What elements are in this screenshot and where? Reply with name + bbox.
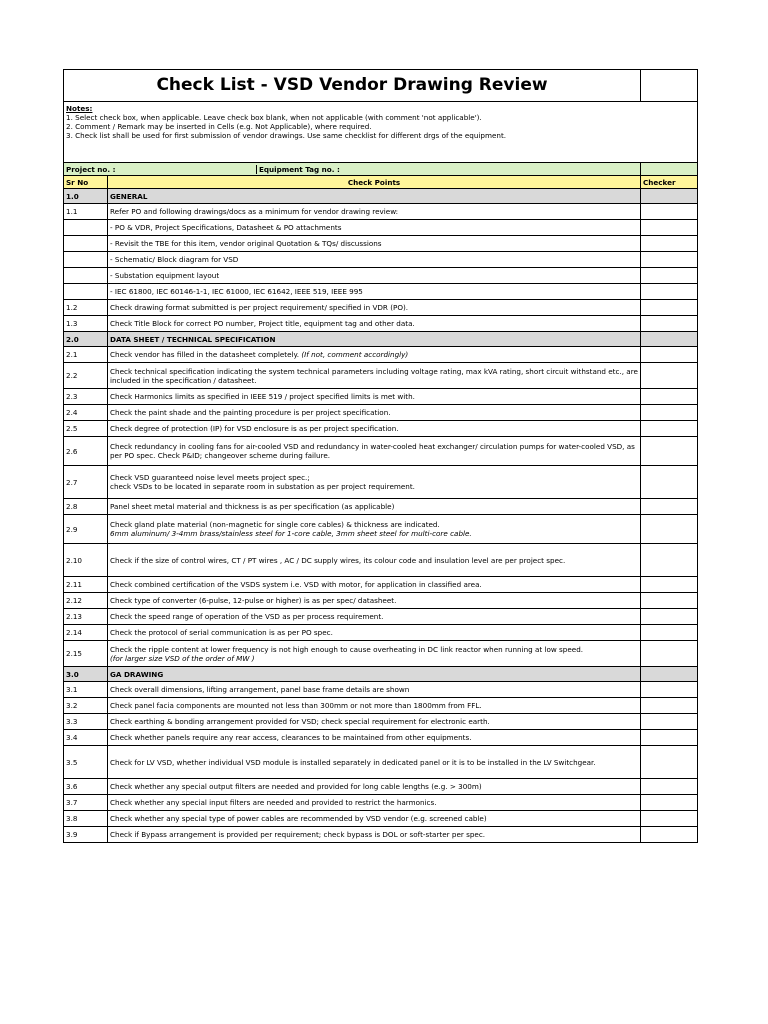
checker-cell[interactable] — [641, 236, 698, 252]
sr-no-cell: 3.8 — [64, 811, 108, 827]
checklist-table — [63, 69, 698, 843]
section-title — [108, 189, 641, 204]
checklist-row — [64, 389, 698, 405]
checker-cell[interactable] — [641, 220, 698, 236]
check-point-main-text: Check if the size of control wires, CT / PT wires , AC / DC supply wires, its colour code and insulation level are per project spec. — [110, 555, 566, 565]
section-row — [64, 332, 698, 347]
checker-cell[interactable] — [641, 499, 698, 515]
check-point-main-text: Check degree of protection (IP) for VSD enclosure is as per project specification. — [110, 424, 399, 433]
check-point-main-text: Check the speed range of operation of the VSD as per process requirement. — [110, 612, 384, 621]
checker-cell[interactable] — [641, 593, 698, 609]
header-row — [64, 176, 698, 189]
check-point-main-text: Check whether any special output filters are needed and provided for long cable lengths (e.g. > 300m) — [110, 782, 482, 791]
check-point-text — [108, 220, 641, 236]
checklist-row — [64, 284, 698, 300]
checklist-row — [64, 268, 698, 284]
sr-no-cell: 2.13 — [64, 609, 108, 625]
check-point-main-text: - Schematic/ Block diagram for VSD — [110, 255, 239, 264]
checklist-row — [64, 421, 698, 437]
checker-cell — [641, 332, 698, 347]
check-point-main-text: Check panel facia components are mounted not less than 300mm or not more than 1800mm from FFL. — [110, 701, 482, 710]
check-point-main-text: - IEC 61800, IEC 60146-1-1, IEC 61000, IEC 61642, IEEE 519, IEEE 995 — [110, 287, 363, 296]
check-point-text — [108, 300, 641, 316]
check-point-main-text: - PO & VDR, Project Specifications, Datasheet & PO attachments — [110, 223, 342, 232]
checker-cell[interactable] — [641, 363, 698, 389]
check-point-main-text: Check type of converter (6-pulse, 12-pulse or higher) is as per spec/ datasheet. — [110, 596, 397, 605]
checker-cell[interactable] — [641, 714, 698, 730]
check-point-main-text: Check vendor has filled in the datasheet completely. — [110, 350, 302, 359]
checklist-row — [64, 544, 698, 577]
checklist-row — [64, 698, 698, 714]
check-point-text — [108, 268, 641, 284]
checker-cell[interactable] — [641, 577, 698, 593]
checker-cell[interactable] — [641, 466, 698, 499]
checklist-row — [64, 625, 698, 641]
check-point-text — [108, 389, 641, 405]
check-point-text — [108, 515, 641, 544]
checklist-row — [64, 363, 698, 389]
equipment-tag-field[interactable]: Equipment Tag no. : — [259, 164, 340, 174]
sr-no-cell: 2.15 — [64, 641, 108, 667]
check-point-main-text: Check whether any special input filters are needed and provided to restrict the harmonics. — [110, 798, 437, 807]
check-point-text — [108, 466, 641, 499]
sr-no-cell: 2.5 — [64, 421, 108, 437]
checker-cell[interactable] — [641, 437, 698, 466]
notes-block — [64, 102, 698, 163]
checklist-row — [64, 252, 698, 268]
check-point-text — [108, 347, 641, 363]
sr-no-cell — [64, 268, 108, 284]
check-point-main-text: Check the protocol of serial communication is as per PO spec. — [110, 628, 333, 637]
checker-cell[interactable] — [641, 746, 698, 779]
sr-no-cell: 2.9 — [64, 515, 108, 544]
checklist-row — [64, 499, 698, 515]
check-point-text — [108, 316, 641, 332]
checklist-row — [64, 316, 698, 332]
check-point-main-text: Check the ripple content at lower frequency is not high enough to cause overheating in DC link reactor when running at low speed. — [110, 644, 584, 654]
check-point-text — [108, 252, 641, 268]
checker-cell[interactable] — [641, 795, 698, 811]
page-title: Check List - VSD Vendor Drawing Review — [64, 70, 641, 102]
checklist-row — [64, 682, 698, 698]
note-line-2: 2. Comment / Remark may be inserted in Cells (e.g. Not Applicable), where required. — [66, 122, 372, 131]
check-point-text — [108, 284, 641, 300]
checklist-row — [64, 827, 698, 843]
sr-no-cell: 2.11 — [64, 577, 108, 593]
checklist-sheet — [63, 69, 697, 843]
check-point-text — [108, 714, 641, 730]
checklist-row — [64, 811, 698, 827]
sr-no-cell: 2.1 — [64, 347, 108, 363]
check-point-text — [108, 682, 641, 698]
sr-no-cell: 2.12 — [64, 593, 108, 609]
checker-cell[interactable] — [641, 421, 698, 437]
check-point-main-text: Check earthing & bonding arrangement provided for VSD; check special requirement for electronic earth. — [110, 717, 490, 726]
checker-cell[interactable] — [641, 252, 698, 268]
checklist-row — [64, 300, 698, 316]
checker-cell[interactable] — [641, 730, 698, 746]
check-point-text — [108, 577, 641, 593]
check-point-main-text: Check whether any special type of power cables are recommended by VSD vendor (e.g. screened cable) — [110, 814, 487, 823]
checklist-row — [64, 577, 698, 593]
checker-cell[interactable] — [641, 316, 698, 332]
title-checker-cell[interactable] — [641, 70, 698, 102]
checklist-row — [64, 779, 698, 795]
sr-no-cell: 3.5 — [64, 746, 108, 779]
check-point-main-text: Check technical specification indicating the system technical parameters including voltage rating, max kVA rating, short circuit withstand etc., are included in the specification / datasheet. — [110, 366, 638, 385]
header-check-points: Check Points — [108, 176, 641, 189]
sr-no-cell: 2.10 — [64, 544, 108, 577]
checklist-row — [64, 347, 698, 363]
sr-no-cell: 1.3 — [64, 316, 108, 332]
check-point-main-text: Panel sheet metal material and thickness is as per specification (as applicable) — [110, 502, 395, 511]
sr-no-cell: 3.6 — [64, 779, 108, 795]
notes-heading: Notes: — [66, 104, 93, 113]
check-point-text — [108, 779, 641, 795]
checker-cell[interactable] — [641, 300, 698, 316]
checker-cell[interactable] — [641, 515, 698, 544]
checker-cell[interactable] — [641, 827, 698, 843]
check-point-text — [108, 698, 641, 714]
checklist-row — [64, 714, 698, 730]
sr-no-cell — [64, 252, 108, 268]
check-point-text — [108, 593, 641, 609]
check-point-text — [108, 363, 641, 389]
check-point-main-text: GENERAL — [110, 191, 148, 201]
sr-no-cell — [64, 284, 108, 300]
checker-cell[interactable] — [641, 268, 698, 284]
check-point-note-italic: (for larger size VSD of the order of MW ) — [110, 653, 255, 663]
checker-cell[interactable] — [641, 544, 698, 577]
check-point-main-text: Check gland plate material (non-magnetic for single core cables) & thickness are indicated. — [110, 520, 440, 529]
checker-cell[interactable] — [641, 641, 698, 667]
sr-no-cell: 3.7 — [64, 795, 108, 811]
sr-no-cell: 1.1 — [64, 204, 108, 220]
note-line-3: 3. Check list shall be used for first submission of vendor drawings. Use same checklist for different drgs of the equipment. — [66, 131, 507, 140]
check-point-main-text: Check drawing format submitted is per project requirement/ specified in VDR (PO). — [110, 303, 409, 312]
checklist-row — [64, 795, 698, 811]
checker-cell[interactable] — [641, 405, 698, 421]
check-point-note-italic: (If not, comment accordingly) — [301, 350, 409, 359]
check-point-main-text: Check whether panels require any rear access, clearances to be maintained from other equipments. — [110, 733, 472, 742]
checker-cell[interactable] — [641, 682, 698, 698]
check-point-main-text: - Revisit the TBE for this item, vendor original Quotation & TQs/ discussions — [110, 239, 382, 248]
section-title — [108, 332, 641, 347]
check-point-text — [108, 730, 641, 746]
sr-no-cell: 2.14 — [64, 625, 108, 641]
header-checker: Checker — [641, 176, 698, 189]
check-point-main-text: DATA SHEET / TECHNICAL SPECIFICATION — [110, 334, 276, 344]
checklist-row — [64, 220, 698, 236]
sr-no-cell: 3.3 — [64, 714, 108, 730]
notes-row — [64, 102, 698, 163]
check-point-text — [108, 437, 641, 466]
sr-no-cell: 1.2 — [64, 300, 108, 316]
checklist-row — [64, 466, 698, 499]
section-row — [64, 189, 698, 204]
checker-cell[interactable] — [641, 779, 698, 795]
check-point-main-text: GA DRAWING — [110, 669, 164, 679]
checklist-row — [64, 641, 698, 667]
project-no-field[interactable]: Project no. : — [64, 165, 257, 174]
check-point-text — [108, 204, 641, 220]
checklist-row — [64, 746, 698, 779]
check-point-main-text: - Substation equipment layout — [110, 271, 220, 280]
checker-cell[interactable] — [641, 698, 698, 714]
checklist-row — [64, 405, 698, 421]
checklist-row — [64, 437, 698, 466]
sr-no-cell: 3.0 — [64, 667, 108, 682]
check-point-note-italic: 6mm aluminum/ 3-4mm brass/stainless steel for 1-core cable, 3mm sheet steel for multi-core cable. — [110, 529, 472, 538]
check-point-text — [108, 236, 641, 252]
sr-no-cell: 2.3 — [64, 389, 108, 405]
check-point-text — [108, 421, 641, 437]
checker-cell[interactable] — [641, 204, 698, 220]
sr-no-cell: 2.7 — [64, 466, 108, 499]
check-point-text — [108, 827, 641, 843]
sr-no-cell: 3.4 — [64, 730, 108, 746]
checklist-row — [64, 730, 698, 746]
checker-cell[interactable] — [641, 284, 698, 300]
check-point-text — [108, 625, 641, 641]
sr-no-cell: 2.8 — [64, 499, 108, 515]
sr-no-cell: 2.0 — [64, 332, 108, 347]
check-point-main-text: Check for LV VSD, whether individual VSD module is installed separately in dedicated panel or it is to be installed in the LV Switchgear. — [110, 757, 596, 767]
check-point-main-text: Check if Bypass arrangement is provided per requirement; check bypass is DOL or soft-starter per spec. — [110, 830, 486, 839]
checker-cell[interactable] — [641, 625, 698, 641]
section-row — [64, 667, 698, 682]
title-row — [64, 70, 698, 102]
sr-no-cell: 3.1 — [64, 682, 108, 698]
sr-no-cell: 3.9 — [64, 827, 108, 843]
check-point-text — [108, 811, 641, 827]
check-point-main-text: Check overall dimensions, lifting arrangement, panel base frame details are shown — [110, 685, 410, 694]
checker-cell — [641, 189, 698, 204]
sr-no-cell — [64, 220, 108, 236]
checklist-row — [64, 204, 698, 220]
project-info-checker-cell — [641, 163, 698, 176]
section-title — [108, 667, 641, 682]
checklist-row — [64, 593, 698, 609]
sr-no-cell: 2.4 — [64, 405, 108, 421]
check-point-main-text: Check the paint shade and the painting procedure is per project specification. — [110, 408, 391, 417]
check-point-main-text: Check VSD guaranteed noise level meets project spec.; check VSDs to be located in separate room in substation as per project requirement. — [110, 473, 415, 491]
checker-cell — [641, 667, 698, 682]
check-point-main-text: Check Title Block for correct PO number, Project title, equipment tag and other data. — [110, 319, 415, 328]
sr-no-cell: 2.6 — [64, 437, 108, 466]
sr-no-cell: 1.0 — [64, 189, 108, 204]
sr-no-cell — [64, 236, 108, 252]
checker-cell[interactable] — [641, 609, 698, 625]
check-point-text — [108, 746, 641, 779]
checker-cell[interactable] — [641, 389, 698, 405]
check-point-text — [108, 641, 641, 667]
sr-no-cell: 2.2 — [64, 363, 108, 389]
checklist-row — [64, 236, 698, 252]
check-point-main-text: Check redundancy in cooling fans for air-cooled VSD and redundancy in water-cooled heat exchanger/ circulation pumps for water-cooled VSD, as per PO spec. Check P&ID; changeover scheme during failure. — [110, 442, 635, 460]
check-point-text — [108, 499, 641, 515]
header-sr-no: Sr No — [64, 176, 108, 189]
check-point-main-text: Check Harmonics limits as specified in IEEE 519 / project specified limits is met with. — [110, 392, 415, 401]
sr-no-cell: 3.2 — [64, 698, 108, 714]
checklist-row — [64, 609, 698, 625]
checker-cell[interactable] — [641, 347, 698, 363]
check-point-main-text: Refer PO and following drawings/docs as a minimum for vendor drawing review: — [110, 207, 399, 216]
checklist-row — [64, 515, 698, 544]
check-point-text — [108, 795, 641, 811]
check-point-text — [108, 609, 641, 625]
check-point-main-text: Check combined certification of the VSDS system i.e. VSD with motor, for application in classified area. — [110, 580, 482, 589]
project-info-row — [64, 163, 698, 176]
check-point-text — [108, 544, 641, 577]
check-point-text — [108, 405, 641, 421]
note-line-1: 1. Select check box, when applicable. Leave check box blank, when not applicable (with comment 'not applicable'). — [66, 113, 482, 122]
checker-cell[interactable] — [641, 811, 698, 827]
